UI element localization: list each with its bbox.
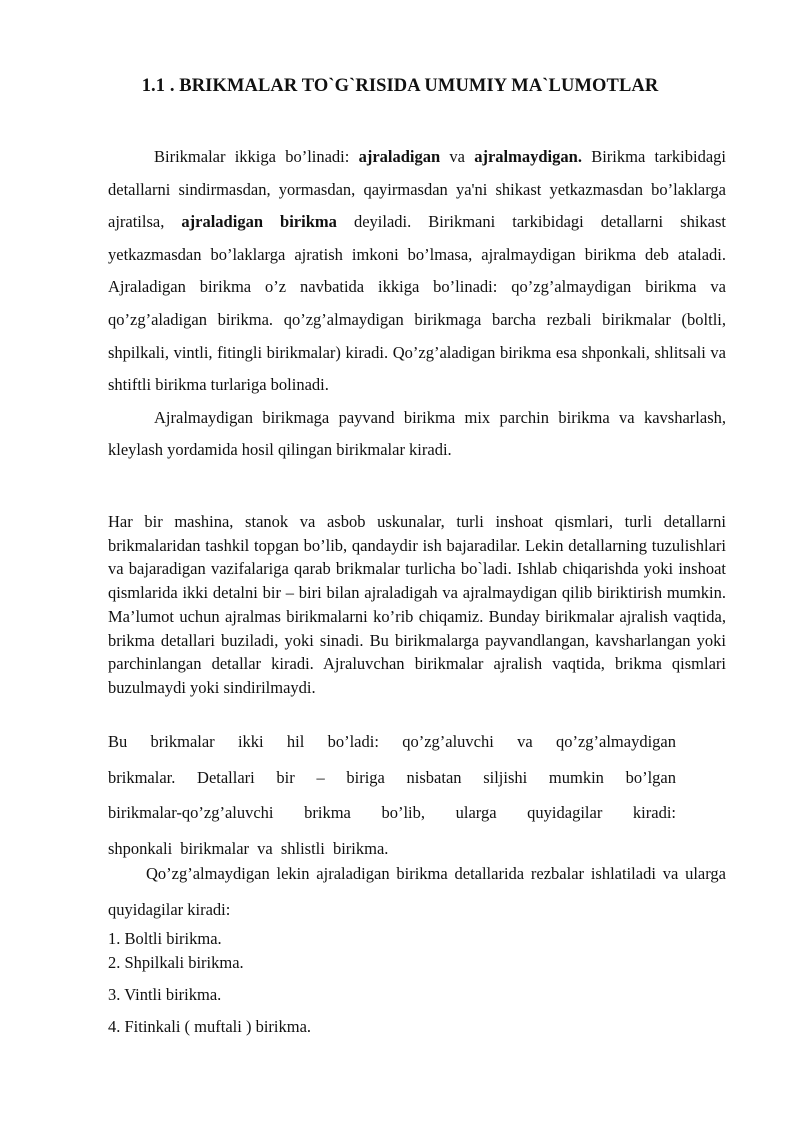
qozgaluvchi-line-3: birikmalar-qo’zg’aluvchi brikma bo’lib, ularga quyidagilar kiradi: (108, 803, 676, 822)
intro-text: Birikmalar ikkiga bo’linadi: ajraladigan va ajralmaydigan. Birikma tarkibidagi detallarni sindirmasdan, yormasdan, qayirmasdan ya'ni shikast yetkazmasdan bo’laklarga ajratilsa, ajraladigan birikma deyiladi. Birikmani tarkibidagi detallarni shikast yetkazmasdan bo’laklarga ajratish imkoni bo’lmasa, ajralmaydigan birikma deb ataladi. Ajraladigan birikma o’z navbatida ikkiga bo’linadi: qo’zg’almaydigan birikma va qo’zg’aladigan birikma. qo’zg’almaydigan birikmaga barcha rezbali birikmalar (boltli, shpilkali, vintli, fitingli birikmalar) kiradi. Qo’zg’aladigan birikma esa shponkali, shlitsali va shtiftli birikma turlariga bolinadi. (108, 147, 726, 395)
paragraph-intro (108, 141, 726, 467)
paragraph-ajralmaydigan: Ajralmaydigan birikmaga payvand birikma mix parchin birikma va kavsharlash, kleylash yordamida hosil qilingan birikmalar kiradi. (108, 407, 726, 460)
mashina-text: Har bir mashina, stanok va asbob uskunalar, turli inshoat qismlari, turli detallarni brikmalaridan tashkil topgan bo’lib, qandaydir ish bajaradilar. Lekin detallarning tuzulishlari va bajaradigan vazifalariga qarab brikmalar turlicha bo`ladi. Ishlab chiqarishda yoki inshoat qismlarida ikki detalni bir – biri bilan ajraladigah va ajralmaydigan qilib biriktirish mumkin. Ma’lumot uchun ajralmas birikmalarni ko’rib chiqamiz. Bunday birikmalar ajralish vaqtida, brikma detallari buziladi, yoki sinadi. Bu birikmalarga payvandlangan, kavsharlangan yoki parchinlangan detallar kiradi. Ajraluvchan birikmalar ajralish vaqtida, brikma qismlari buzulmaydi yoki sindirilmaydi. (108, 512, 726, 697)
qozgaluvchi-line-2: brikmalar. Detallari bir – biriga nisbatan siljishi mumkin bo’lgan (108, 767, 676, 787)
term-ajralmaydigan: ajralmaydigan. (474, 147, 582, 166)
qozgaluvchi-line-4: shponkali birikmalar va shlistli birikma. (108, 838, 389, 858)
term-ajraladigan: ajraladigan (358, 147, 441, 166)
term-ajraladigan-birikma: ajraladigan birikma (181, 212, 337, 232)
qozgaluvchi-line-1: Bu brikmalar ikki hil bo’ladi: qo’zg’aluvchi va qo’zg’almaydigan (108, 732, 676, 751)
section-title: 1.1 . BRIKMALAR TO`G`RISIDA UMUMIY MA`LUMOTLAR (141, 76, 659, 96)
list-item: 2. Shpilkali birikma. (108, 953, 244, 972)
rezba-text: Qo’zg’almaydigan lekin ajraladigan birikma detallarida rezbalar ishlatiladi va ularga quyidagilar kiradi: (108, 864, 726, 919)
list-item: 1. Boltli birikma. (108, 929, 222, 948)
paragraph-rezba (108, 856, 726, 927)
paragraph-qozgaluvchi (108, 724, 676, 866)
paragraph-mashina (108, 510, 726, 700)
list-item: 3. Vintli birikma. (108, 985, 222, 1004)
list-item: 4. Fitinkali ( muftali ) birikma. (108, 1017, 312, 1036)
